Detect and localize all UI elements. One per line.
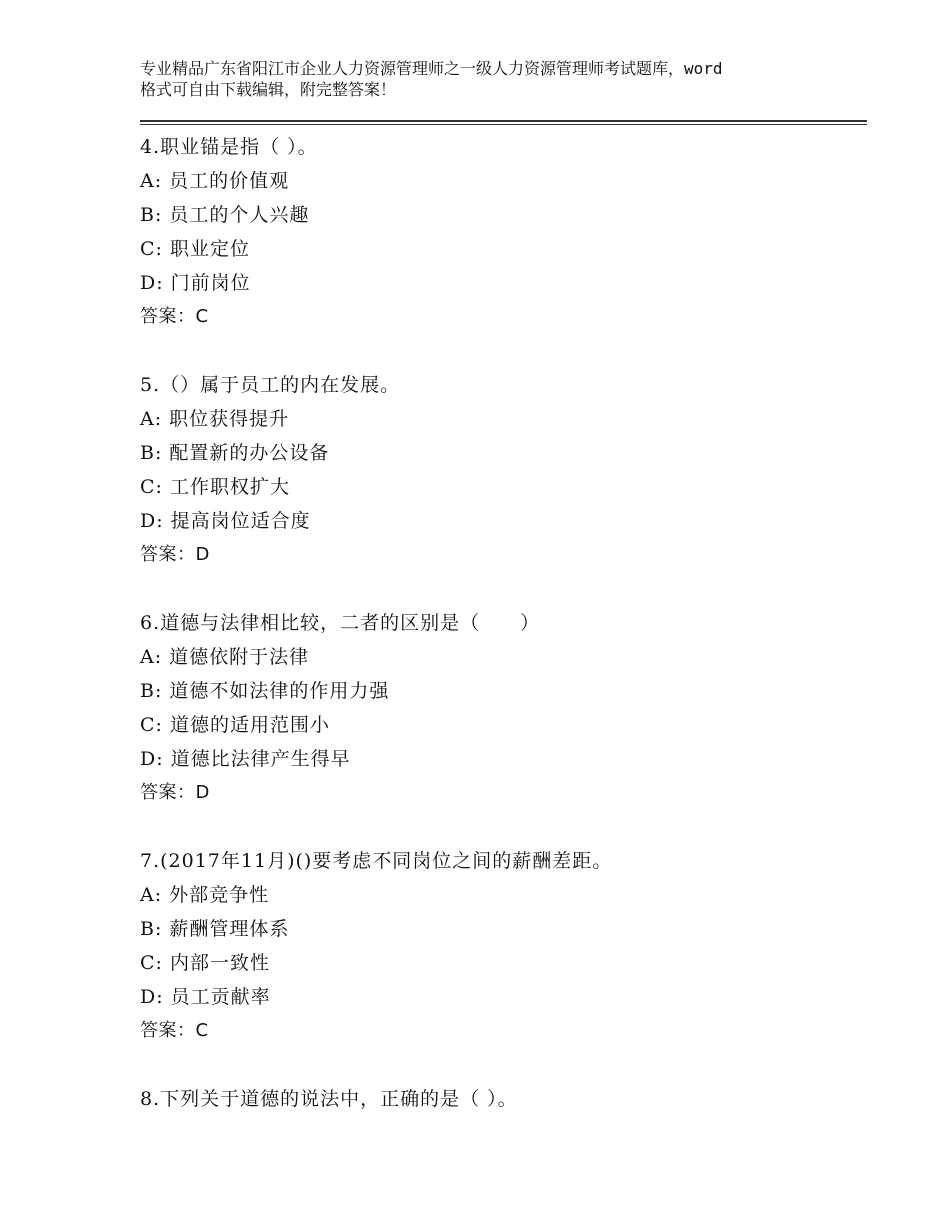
answer-label: 答案：D <box>140 782 210 803</box>
header-divider-thin <box>140 124 867 125</box>
spacer <box>140 810 860 844</box>
question-6 <box>140 606 860 810</box>
question-stem: 6.道德与法律相比较，二者的区别是（ ） <box>140 612 541 634</box>
option-b: B: 薪酬管理体系 <box>140 918 290 940</box>
spacer <box>140 334 860 368</box>
option-b: B: 道德不如法律的作用力强 <box>140 680 390 702</box>
question-7 <box>140 844 860 1048</box>
question-stem: 4.职业锚是指（ ）。 <box>140 136 318 158</box>
question-4 <box>140 130 860 334</box>
option-b: B: 员工的个人兴趣 <box>140 204 310 226</box>
question-8 <box>140 1082 860 1116</box>
question-stem: 7.(2017年11月)()要考虑不同岗位之间的薪酬差距。 <box>140 850 613 872</box>
option-c: C: 职业定位 <box>140 238 250 260</box>
header-divider-thick <box>140 120 867 122</box>
spacer <box>140 572 860 606</box>
option-a: A: 道德依附于法律 <box>140 646 310 668</box>
option-a: A: 外部竞争性 <box>140 884 270 906</box>
document-header <box>140 58 830 100</box>
option-a: A: 员工的价值观 <box>140 170 290 192</box>
question-stem: 5.（）属于员工的内在发展。 <box>140 374 401 396</box>
option-b: B: 配置新的办公设备 <box>140 442 330 464</box>
header-line-2: 格式可自由下载编辑，附完整答案！ <box>140 80 397 99</box>
answer-label: 答案：D <box>140 544 210 565</box>
option-c: C: 内部一致性 <box>140 952 270 974</box>
spacer <box>140 1048 860 1082</box>
question-stem: 8.下列关于道德的说法中，正确的是（ ）。 <box>140 1088 518 1110</box>
question-list <box>140 130 860 1116</box>
question-5 <box>140 368 860 572</box>
option-c: C: 道德的适用范围小 <box>140 714 330 736</box>
option-a: A: 职位获得提升 <box>140 408 290 430</box>
option-d: D: 提高岗位适合度 <box>140 510 311 532</box>
option-d: D: 道德比法律产生得早 <box>140 748 351 770</box>
answer-label: 答案：C <box>140 306 209 327</box>
option-d: D: 门前岗位 <box>140 272 251 294</box>
option-c: C: 工作职权扩大 <box>140 476 290 498</box>
answer-label: 答案：C <box>140 1020 209 1041</box>
option-d: D: 员工贡献率 <box>140 986 271 1008</box>
header-line-1: 专业精品广东省阳江市企业人力资源管理师之一级人力资源管理师考试题库，word <box>140 59 723 78</box>
